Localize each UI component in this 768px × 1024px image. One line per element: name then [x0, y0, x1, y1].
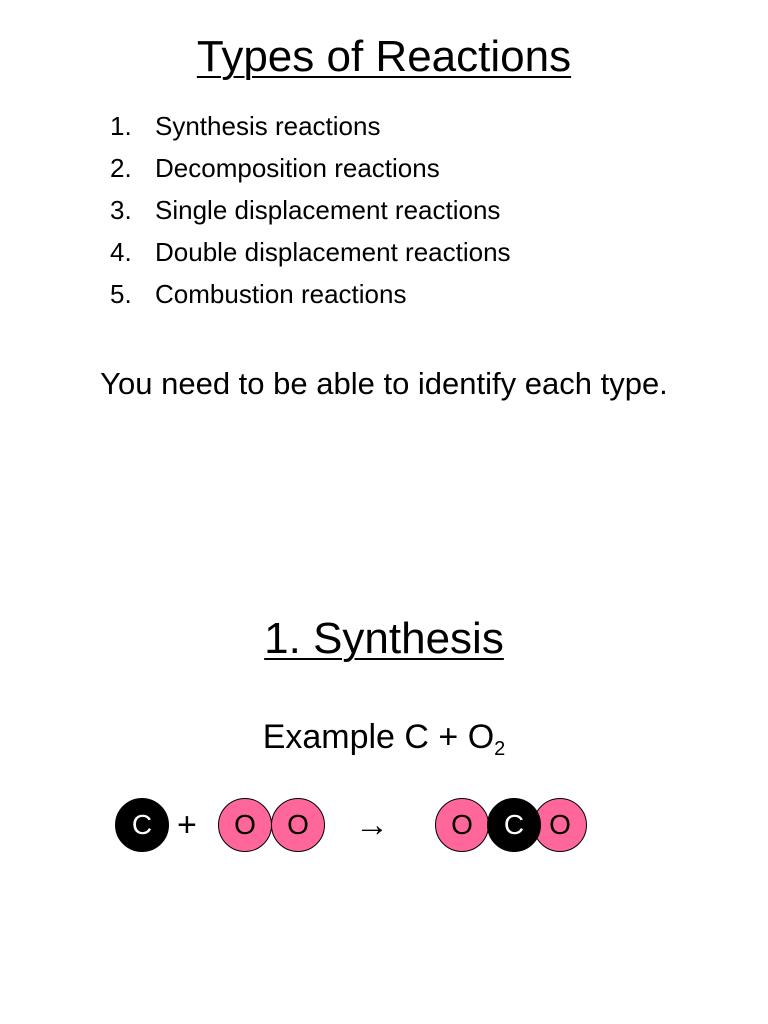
- slide1-title: Types of Reactions: [196, 32, 572, 81]
- list-item: [110, 150, 511, 192]
- list-item-label: Double displacement reactions: [155, 237, 511, 267]
- example-formula-subscript: 2: [494, 738, 506, 760]
- list-item-label: Decomposition reactions: [155, 153, 440, 183]
- reactant-carbon-atom: C: [115, 798, 169, 852]
- product-oxygen-atom-1: O: [435, 798, 489, 852]
- reaction-diagram: [0, 790, 768, 860]
- identify-note: You need to be able to identify each type.: [100, 366, 668, 401]
- list-item-number: 1.: [110, 111, 132, 141]
- list-item: [110, 108, 511, 150]
- reactant-oxygen-atom-2: O: [271, 798, 325, 852]
- example-formula-text: Example C + O: [262, 718, 495, 756]
- list-item-label: Combustion reactions: [155, 279, 407, 309]
- list-item: [110, 192, 511, 234]
- list-item-number: 3.: [110, 195, 132, 225]
- list-item-number: 4.: [110, 237, 132, 267]
- reactant-oxygen-atom-1: O: [218, 798, 272, 852]
- example-formula: [0, 718, 768, 760]
- list-item-number: 5.: [110, 279, 132, 309]
- list-item: [110, 234, 511, 276]
- reaction-arrow: →: [355, 806, 389, 844]
- list-item: [110, 276, 511, 318]
- plus-sign: +: [177, 806, 197, 844]
- list-item-label: Synthesis reactions: [155, 111, 381, 141]
- reaction-types-list: [110, 108, 511, 318]
- product-oxygen-atom-2: O: [533, 798, 587, 852]
- list-item-label: Single displacement reactions: [155, 195, 501, 225]
- product-carbon-atom: C: [487, 798, 541, 852]
- slide2-title: 1. Synthesis: [264, 614, 504, 663]
- list-item-number: 2.: [110, 153, 132, 183]
